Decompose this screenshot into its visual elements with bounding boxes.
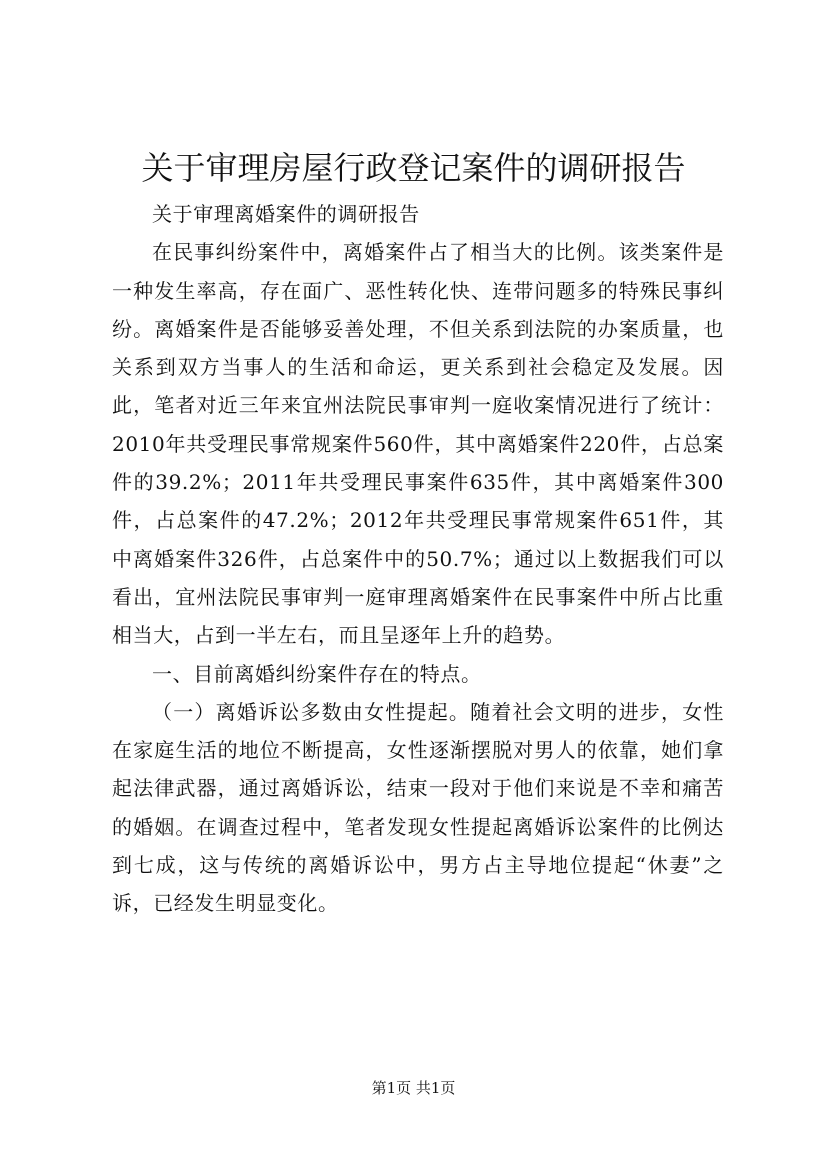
document-subtitle: 关于审理离婚案件的调研报告 (152, 202, 420, 226)
document-title: 关于审理房屋行政登记案件的调研报告 (141, 149, 686, 187)
document-body (112, 195, 724, 923)
paragraph-point-one: （一）离婚诉讼多数由女性提起。随着社会文明的进步，女性在家庭生活的地位不断提高，女性逐渐摆脱对男人的依靠，她们拿起法律武器，通过离婚诉讼，结束一段对于他们来说是不幸和痛苦的婚姻。在调查过程中，笔者发现女性提起离婚诉讼案件的比例达到七成，这与传统的离婚诉讼中，男方占主导地位提起“休妻”之诉，已经发生明显变化。 (112, 699, 724, 916)
page-footer: 第1页 共1页 (371, 1079, 456, 1097)
section-heading: 一、目前离婚纠纷案件存在的特点。 (152, 661, 482, 686)
paragraph-intro: 在民事纠纷案件中，离婚案件占了相当大的比例。该类案件是一种发生率高，存在面广、恶性转化快、连带问题多的特殊民事纠纷。离婚案件是否能够妥善处理，不但关系到法院的办案质量，也关系到双方当事人的生活和命运，更关系到社会稳定及发展。因此，笔者对近三年来宜州法院民事审判一庭收案情况进行了统计：2010年共受理民事常规案件560件，其中离婚案件220件，占总案件的39.2%；2011年共受理民事案件635件，其中离婚案件300件，占总案件的47.2%；2012年共受理民事常规案件651件，其中离婚案件326件，占总案件中的50.7%；通过以上数据我们可以看出，宜州法院民事审判一庭审理离婚案件在民事案件中所占比重相当大，占到一半左右，而且呈逐年上升的趋势。 (112, 240, 724, 648)
